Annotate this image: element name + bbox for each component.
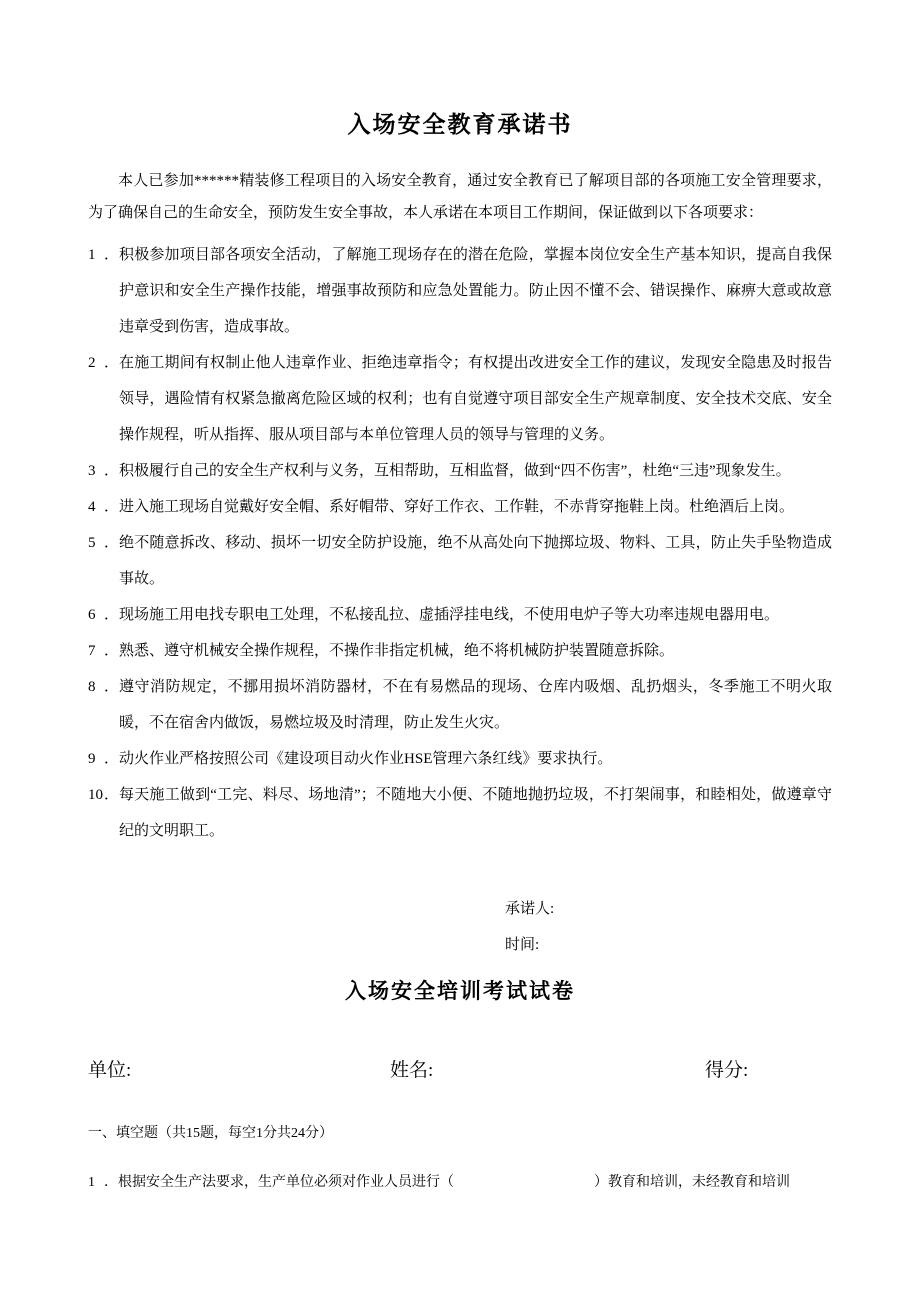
list-item <box>88 777 832 849</box>
item-dot: ． <box>104 679 120 695</box>
intro-paragraph: 本人已参加******精装修工程项目的入场安全教育，通过安全教育已了解项目部的各项施工安全管理要求，为了确保自己的生命安全，预防发生安全事故，本人承诺在本项目工作期间，保证做到以下各项要求： <box>88 173 832 221</box>
item-dot: ． <box>104 499 120 515</box>
item-text: 现场施工用电找专职电工处理，不私接乱拉、虚插浮挂电线，不使用电炉子等大功率违规电器用电。 <box>119 607 780 623</box>
item-text: 积极参加项目部各项安全活动，了解施工现场存在的潜在危险，掌握本岗位安全生产基本知识，提高自我保护意识和安全生产操作技能，增强事故预防和应急处置能力。防止因不懂不会、错误操作、麻痹大意或故意违章受到伤害，造成事故。 <box>119 247 832 335</box>
item-number: 1 <box>88 247 96 263</box>
item-dot: ． <box>104 643 120 659</box>
list-item <box>88 741 832 777</box>
list-item <box>88 525 832 597</box>
section-heading: 一、填空题（共15题，每空1分共24分） <box>88 1126 333 1141</box>
list-item <box>88 669 832 741</box>
signature-block <box>505 891 832 963</box>
list-item <box>88 489 832 525</box>
item-number: 2 <box>88 355 96 371</box>
item-text: 绝不随意拆改、移动、损坏一切安全防护设施，绝不从高处向下抛掷垃圾、物料、工具，防止失手坠物造成事故。 <box>119 535 832 587</box>
list-item <box>88 597 832 633</box>
item-text: 积极履行自己的安全生产权利与义务，互相帮助，互相监督，做到“四不伤害”，杜绝“三违”现象发生。 <box>119 463 791 479</box>
item-text: 在施工期间有权制止他人违章作业、拒绝违章指令；有权提出改进安全工作的建议，发现安全隐患及时报告领导，遇险情有权紧急撤离危险区域的权利；也有自觉遵守项目部安全生产规章制度、安全技术交底、安全操作规程，听从指挥、服从项目部与本单位管理人员的领导与管理的义务。 <box>119 355 832 443</box>
item-number: 5 <box>88 535 96 551</box>
item-number: 6 <box>88 607 96 623</box>
answer-blank <box>454 1185 594 1186</box>
item-text: 每天施工做到“工完、料尽、场地清”；不随地大小便、不随地抛扔垃圾，不打架闹事，和睦相处，做遵章守纪的文明职工。 <box>119 787 832 839</box>
list-item <box>88 453 832 489</box>
promisor-label: 承诺人: <box>505 901 555 917</box>
item-text: 动火作业严格按照公司《建设项目动火作业HSE管理六条红线》要求执行。 <box>119 751 613 767</box>
item-number: 4 <box>88 499 96 515</box>
item-dot: ． <box>104 463 120 479</box>
commitment-list <box>88 237 832 849</box>
item-dot: ． <box>104 787 120 803</box>
list-item <box>88 345 832 453</box>
question-text-post: ）教育和培训，未经教育和培训 <box>594 1175 790 1190</box>
item-number: 10 <box>88 787 103 803</box>
question-text-pre: 根据安全生产法要求，生产单位必须对作业人员进行（ <box>118 1175 454 1190</box>
item-number: 3 <box>88 463 96 479</box>
list-item <box>88 633 832 669</box>
item-number: 7 <box>88 643 96 659</box>
doc-title: 入场安全教育承诺书 <box>347 112 573 137</box>
item-number: 8 <box>88 679 96 695</box>
item-dot: ． <box>104 247 120 263</box>
exam-header-row <box>88 1055 832 1082</box>
item-text: 熟悉、遵守机械安全操作规程，不操作非指定机械，绝不将机械防护装置随意拆除。 <box>119 643 675 659</box>
list-item <box>88 237 832 345</box>
item-dot: ． <box>104 607 120 623</box>
unit-label: 单位: <box>88 1060 132 1081</box>
item-dot: ． <box>104 751 120 767</box>
item-dot: ． <box>104 355 120 371</box>
item-dot: ． <box>104 535 120 551</box>
item-text: 遵守消防规定，不挪用损坏消防器材，不在有易燃品的现场、仓库内吸烟、乱扔烟头，冬季施工不明火取暖，不在宿舍内做饭，易燃垃圾及时清理，防止发生火灾。 <box>119 679 832 731</box>
item-text: 进入施工现场自觉戴好安全帽、系好帽带、穿好工作衣、工作鞋，不赤背穿拖鞋上岗。杜绝酒后上岗。 <box>119 499 795 515</box>
question-1 <box>88 1168 832 1198</box>
question-text <box>118 1168 832 1198</box>
time-label: 时间: <box>505 937 540 953</box>
score-label: 得分: <box>705 1060 749 1081</box>
question-number: 1 <box>88 1175 95 1190</box>
item-number: 9 <box>88 751 96 767</box>
question-dot: ． <box>104 1175 118 1190</box>
name-label: 姓名: <box>390 1060 434 1081</box>
exam-title: 入场安全培训考试试卷 <box>345 979 575 1003</box>
